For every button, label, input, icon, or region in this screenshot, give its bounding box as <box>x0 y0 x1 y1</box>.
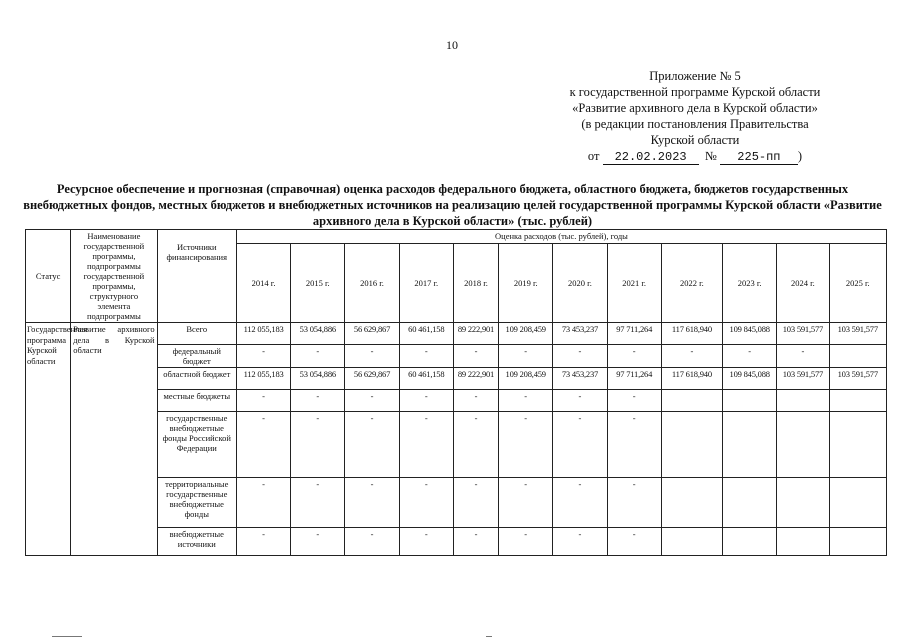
header-row <box>26 230 887 244</box>
source-cell: федеральный бюджет <box>157 345 236 368</box>
value-cell: - <box>291 390 345 412</box>
header-estimate: Оценка расходов (тыс. рублей), годы <box>236 230 886 244</box>
value-cell: - <box>553 528 607 556</box>
value-cell <box>829 390 886 412</box>
value-cell: 56 629,867 <box>345 368 399 390</box>
value-cell: - <box>777 345 829 368</box>
document-title: Ресурсное обеспечение и прогнозная (справочная) оценка расходов федерального бюджета, областного бюджета, бюджетов государственных внебюджетных фондов, местных бюджетов и внебюджетных источников на реализацию целей государственной программы Курской области «Развитие архивного дела в Курской области» (тыс. рублей) <box>23 182 882 228</box>
source-cell: Всего <box>157 323 236 345</box>
appendix-line: «Развитие архивного дела в Курской области» <box>572 101 818 115</box>
year-header: 2018 г. <box>453 244 498 323</box>
value-cell: - <box>345 345 399 368</box>
year-header: 2021 г. <box>607 244 661 323</box>
value-cell: 112 055,183 <box>236 323 290 345</box>
header-status: Статус <box>26 230 71 323</box>
year-header: 2019 г. <box>499 244 553 323</box>
value-cell: 60 461,158 <box>399 323 453 345</box>
value-cell: 97 711,264 <box>607 323 661 345</box>
page-number: 10 <box>446 38 458 52</box>
value-cell <box>777 390 829 412</box>
value-cell: 109 845,088 <box>723 323 777 345</box>
value-cell: - <box>453 345 498 368</box>
value-cell: 103 591,577 <box>829 368 886 390</box>
value-cell: - <box>553 390 607 412</box>
header-name: Наименование государственной программы, подпрограммы государственной программы, структурного элемента подпрограммы <box>71 230 157 323</box>
value-cell: - <box>499 528 553 556</box>
value-cell: - <box>291 478 345 528</box>
program-name-cell: Развитие архивного дела в Курской области <box>71 323 157 556</box>
value-cell: - <box>607 528 661 556</box>
value-cell: - <box>399 528 453 556</box>
value-cell: - <box>291 528 345 556</box>
value-cell: - <box>607 478 661 528</box>
value-cell <box>829 478 886 528</box>
value-cell: - <box>345 528 399 556</box>
value-cell: - <box>291 345 345 368</box>
value-cell: - <box>607 390 661 412</box>
value-cell: 103 591,577 <box>777 368 829 390</box>
year-header: 2017 г. <box>399 244 453 323</box>
value-cell: - <box>499 390 553 412</box>
value-cell: 53 054,886 <box>291 368 345 390</box>
value-cell <box>723 478 777 528</box>
value-cell <box>777 478 829 528</box>
table-row <box>26 323 887 345</box>
value-cell <box>829 345 886 368</box>
header-sources: Источники финансирования <box>157 230 236 323</box>
source-cell: областной бюджет <box>157 368 236 390</box>
value-cell: - <box>236 412 290 478</box>
value-cell: - <box>236 390 290 412</box>
value-cell: 117 618,940 <box>661 368 722 390</box>
value-cell <box>661 390 722 412</box>
date-prefix: от <box>587 149 600 163</box>
value-cell: - <box>345 478 399 528</box>
value-cell: 60 461,158 <box>399 368 453 390</box>
source-cell: территориальные государственные внебюджетные фонды <box>157 478 236 528</box>
value-cell <box>777 528 829 556</box>
value-cell: - <box>499 345 553 368</box>
value-cell: - <box>723 345 777 368</box>
value-cell: - <box>291 412 345 478</box>
appendix-line: к государственной программе Курской области <box>569 85 821 99</box>
value-cell <box>777 412 829 478</box>
source-cell: местные бюджеты <box>157 390 236 412</box>
resolution-number: 225-пп <box>720 151 798 165</box>
source-cell: внебюджетные источники <box>157 528 236 556</box>
value-cell: - <box>345 412 399 478</box>
value-cell: - <box>607 412 661 478</box>
value-cell: 97 711,264 <box>607 368 661 390</box>
value-cell: - <box>399 412 453 478</box>
value-cell: 56 629,867 <box>345 323 399 345</box>
value-cell: 109 208,459 <box>499 368 553 390</box>
year-header: 2024 г. <box>777 244 829 323</box>
value-cell: - <box>236 345 290 368</box>
value-cell: - <box>236 478 290 528</box>
year-header: 2020 г. <box>553 244 607 323</box>
appendix-heading: Приложение № 5 <box>649 69 741 83</box>
value-cell: 73 453,237 <box>553 323 607 345</box>
appendix-block <box>530 68 860 165</box>
value-cell: - <box>499 412 553 478</box>
value-cell: 109 208,459 <box>499 323 553 345</box>
appendix-date-line <box>530 148 860 165</box>
value-cell: - <box>236 528 290 556</box>
value-cell: - <box>553 345 607 368</box>
value-cell: - <box>453 478 498 528</box>
value-cell: 73 453,237 <box>553 368 607 390</box>
appendix-line: (в редакции постановления Правительства <box>581 117 809 131</box>
budget-table <box>25 229 887 556</box>
year-header: 2015 г. <box>291 244 345 323</box>
value-cell: - <box>453 528 498 556</box>
year-header: 2016 г. <box>345 244 399 323</box>
value-cell: 103 591,577 <box>777 323 829 345</box>
value-cell: 117 618,940 <box>661 323 722 345</box>
status-cell: Государственная программа Курской области <box>26 323 71 556</box>
table-body <box>26 323 887 556</box>
bottom-divider <box>486 636 492 637</box>
bottom-divider <box>52 636 82 637</box>
value-cell: 89 222,901 <box>453 368 498 390</box>
year-header: 2025 г. <box>829 244 886 323</box>
value-cell: - <box>553 412 607 478</box>
value-cell: 103 591,577 <box>829 323 886 345</box>
value-cell <box>661 478 722 528</box>
value-cell <box>829 528 886 556</box>
value-cell: 109 845,088 <box>723 368 777 390</box>
value-cell: - <box>553 478 607 528</box>
value-cell: 89 222,901 <box>453 323 498 345</box>
appendix-line: Курской области <box>650 133 740 147</box>
value-cell: - <box>399 345 453 368</box>
value-cell <box>661 528 722 556</box>
value-cell: - <box>453 390 498 412</box>
year-header: 2014 г. <box>236 244 290 323</box>
value-cell: 112 055,183 <box>236 368 290 390</box>
resolution-date: 22.02.2023 <box>603 151 699 165</box>
value-cell <box>723 528 777 556</box>
value-cell: - <box>499 478 553 528</box>
value-cell: - <box>399 478 453 528</box>
year-header: 2023 г. <box>723 244 777 323</box>
value-cell <box>661 412 722 478</box>
number-suffix: ) <box>797 149 803 163</box>
value-cell: - <box>453 412 498 478</box>
value-cell <box>723 412 777 478</box>
value-cell: - <box>345 390 399 412</box>
value-cell <box>829 412 886 478</box>
number-prefix: № <box>704 149 717 163</box>
value-cell: - <box>607 345 661 368</box>
value-cell <box>723 390 777 412</box>
value-cell: - <box>661 345 722 368</box>
value-cell: - <box>399 390 453 412</box>
value-cell: 53 054,886 <box>291 323 345 345</box>
year-header: 2022 г. <box>661 244 722 323</box>
source-cell: государственные внебюджетные фонды Российской Федерации <box>157 412 236 478</box>
